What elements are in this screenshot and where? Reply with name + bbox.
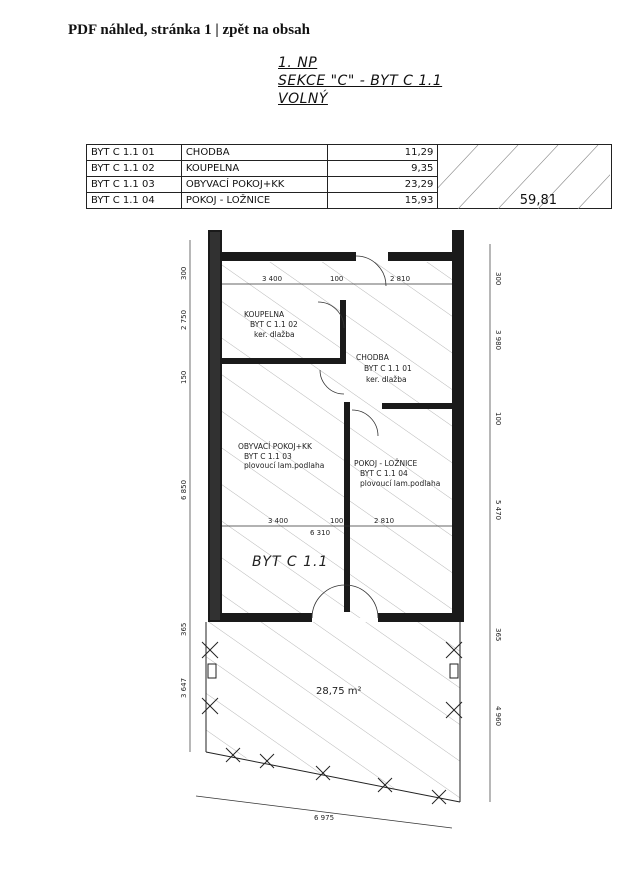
room-name-obyvaci: OBYVACÍ POKOJ+KK [238,442,312,451]
apartment-label: BYT C 1.1 [252,554,329,570]
dim-mid-mid: 100 [330,517,344,525]
dim-top-mid: 100 [330,275,344,283]
room-floor-loznice: plovoucí lam.podlaha [360,479,441,488]
total-area-value: 59,81 [519,193,557,208]
room-code-loznice: BYT C 1.1 04 [360,469,408,478]
dim-right-5: 365 [494,628,502,642]
room-floor-obyvaci: plovoucí lam.podlaha [244,461,325,470]
room-code-chodba: BYT C 1.1 01 [364,364,412,373]
room-area-cell: 23,29 [327,177,438,193]
terrace-area-label: 28,75 m² [316,686,362,697]
terrace-hatch [206,622,460,802]
room-name-loznice: POKOJ - LOŽNICE [354,459,418,468]
room-code-koupelna: BYT C 1.1 02 [250,320,298,329]
room-code-cell: BYT C 1.1 01 [87,145,182,161]
dim-top-left: 3 400 [262,275,283,283]
room-area-cell: 9,35 [327,161,438,177]
room-area-cell: 11,29 [327,145,438,161]
floor-title: 1. NP [278,55,318,71]
dim-mid-total: 6 310 [310,529,331,537]
dim-left-6: 3 647 [180,677,188,698]
dim-bottom-total: 6 975 [314,814,335,822]
room-name-cell: KOUPELNA [181,161,327,177]
room-code-cell: BYT C 1.1 03 [87,177,182,193]
room-code-cell: BYT C 1.1 02 [87,161,182,177]
dim-right-3: 100 [494,412,502,426]
back-to-contents-link[interactable]: zpět na obsah [222,22,310,38]
room-name-chodba: CHODBA [356,353,389,362]
room-name-cell: POKOJ - LOŽNICE [181,193,327,209]
room-area-cell: 15,93 [327,193,438,209]
dim-mid-right: 2 810 [374,517,395,525]
room-floor-chodba: ker. dlažba [366,375,407,384]
room-name-cell: CHODBA [181,145,327,161]
room-code-obyvaci: BYT C 1.1 03 [244,452,292,461]
room-code-cell: BYT C 1.1 04 [87,193,182,209]
dim-left-4: 6 850 [180,479,188,500]
dim-left-3: 150 [180,370,188,384]
room-floor-koupelna: ker. dlažba [254,330,295,339]
room-name-koupelna: KOUPELNA [244,310,285,319]
section-title: SEKCE "C" - BYT C 1.1 [278,73,443,89]
dim-left-1: 300 [180,266,188,280]
room-name-cell: OBYVACÍ POKOJ+KK [181,177,327,193]
dim-mid-left: 3 400 [268,517,289,525]
dim-right-6: 4 960 [494,706,502,727]
dim-top-right: 2 810 [390,275,411,283]
dim-left-5: 365 [180,622,188,636]
dim-right-4: 5 470 [494,500,502,521]
dim-right-1: 300 [494,272,502,286]
dim-left-2: 2 750 [180,309,188,330]
dim-right-2: 3 980 [494,330,502,351]
header-prefix: PDF náhled, stránka 1 | [68,22,223,38]
status-title: VOLNÝ [278,91,328,107]
